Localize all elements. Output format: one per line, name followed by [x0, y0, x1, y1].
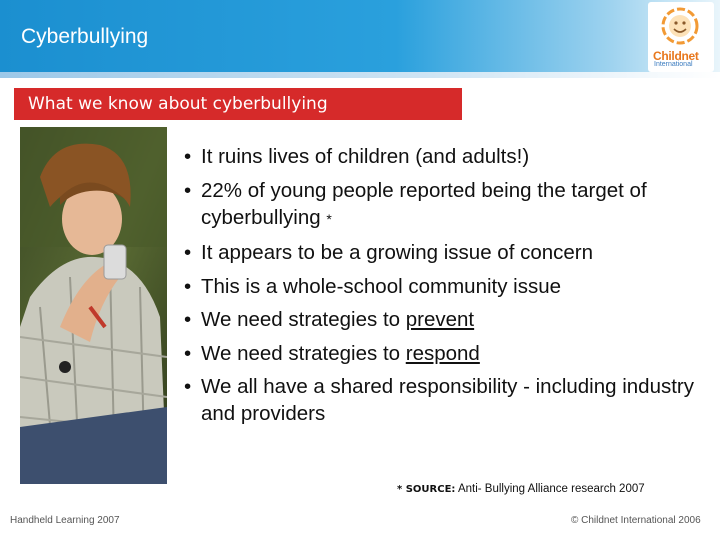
underlined-word: respond: [405, 341, 480, 365]
bullet-text: 22% of young people reported being the target of cyberbullying: [201, 178, 647, 229]
underlined-word: prevent: [405, 308, 475, 331]
bullet-text: This is a whole-school community issue: [201, 274, 562, 298]
bullet-text: It appears to be a growing issue of concern: [201, 241, 594, 264]
logo-wordmark: Childnet: [653, 49, 699, 63]
header-underline: [0, 72, 720, 78]
bullet-marker: •: [184, 274, 192, 298]
source-label: * SOURCE:: [397, 484, 456, 495]
bullet-list: [184, 143, 714, 434]
bullet-item: [184, 340, 714, 367]
bullet-item: [184, 177, 714, 233]
section-title: What we know about cyberbullying: [28, 94, 328, 114]
source-asterisk: *: [326, 210, 332, 227]
bullet-item: [184, 273, 714, 300]
source-note: [397, 483, 645, 495]
bullet-text: We need strategies to: [201, 308, 406, 331]
childnet-logo: [648, 2, 714, 72]
source-text: Anti- Bullying Alliance research 2007: [457, 483, 645, 495]
bullet-item: [184, 306, 714, 333]
slide-header-title: Cyberbullying: [21, 25, 149, 48]
header-bar: [0, 0, 720, 72]
bullet-text: We all have a shared responsibility - including industry and providers: [201, 375, 695, 425]
footer-copyright: © Childnet International 2006: [571, 515, 701, 526]
bullet-item: [184, 373, 714, 427]
logo-subtitle: International: [654, 61, 693, 68]
bullet-item: [184, 143, 714, 170]
bullet-marker: •: [184, 375, 192, 398]
bullet-marker: •: [184, 145, 192, 168]
bullet-text: It ruins lives of children (and adults!): [201, 145, 530, 168]
bullet-item: [184, 239, 714, 266]
footer-left: Handheld Learning 2007: [10, 515, 120, 526]
bullet-marker: •: [184, 308, 192, 331]
smiley-logo-icon: [660, 6, 700, 46]
bullet-text: We need strategies to: [201, 341, 406, 365]
bullet-marker: •: [184, 241, 192, 264]
bullet-marker: •: [184, 178, 192, 202]
photo-illustration: [20, 127, 167, 484]
teen-with-phone-photo: [20, 127, 167, 484]
section-banner: [14, 88, 462, 120]
bullet-marker: •: [184, 341, 192, 365]
